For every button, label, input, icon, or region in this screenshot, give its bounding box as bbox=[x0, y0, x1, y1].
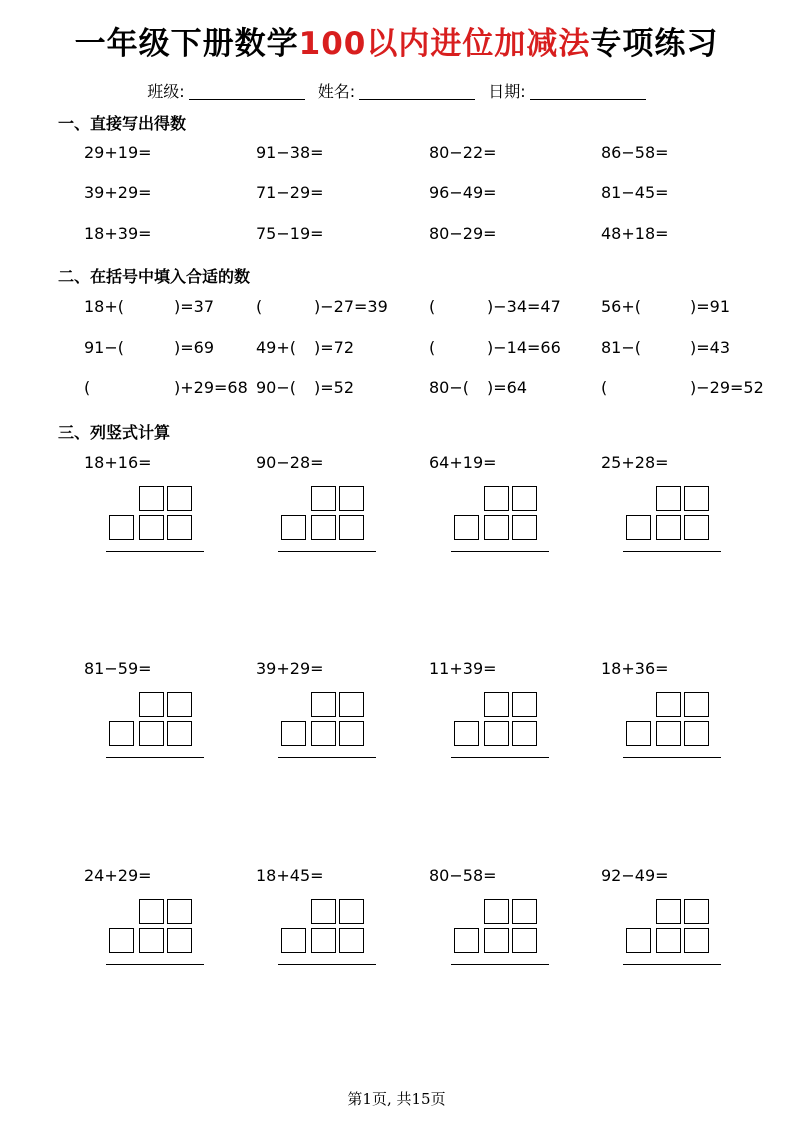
problem-expression: 18+39= bbox=[84, 224, 152, 243]
digit-box[interactable] bbox=[656, 721, 681, 746]
fill-in-problem bbox=[84, 337, 214, 359]
problem-part-before: 49+( bbox=[256, 338, 297, 357]
digit-box[interactable] bbox=[167, 928, 192, 953]
vertical-calc-expression: 18+36= bbox=[601, 659, 669, 678]
problem-part-after: )=37 bbox=[174, 297, 215, 316]
digit-box[interactable] bbox=[311, 515, 336, 540]
fill-in-problem bbox=[601, 377, 764, 399]
digit-box[interactable] bbox=[512, 692, 537, 717]
fill-in-problem bbox=[601, 337, 730, 359]
digit-box[interactable] bbox=[281, 928, 306, 953]
digit-box[interactable] bbox=[454, 515, 479, 540]
vertical-calc-expression: 11+39= bbox=[429, 659, 497, 678]
class-label: 班级: bbox=[147, 82, 185, 101]
digit-box[interactable] bbox=[281, 515, 306, 540]
problem-part-before: 56+( bbox=[601, 297, 642, 316]
fill-in-problem bbox=[429, 296, 561, 318]
problem-expression: 86−58= bbox=[601, 143, 669, 162]
digit-box[interactable] bbox=[512, 928, 537, 953]
digit-box[interactable] bbox=[512, 515, 537, 540]
problem-part-before: ( bbox=[429, 297, 436, 316]
problem-part-after: )=69 bbox=[174, 338, 215, 357]
digit-box[interactable] bbox=[339, 692, 364, 717]
digit-box[interactable] bbox=[311, 721, 336, 746]
digit-box[interactable] bbox=[684, 928, 709, 953]
problem-part-before: 18+( bbox=[84, 297, 125, 316]
problem-part-before: ( bbox=[84, 378, 91, 397]
date-blank[interactable] bbox=[530, 83, 646, 100]
problem-part-after: )−34=47 bbox=[487, 297, 561, 316]
digit-box[interactable] bbox=[684, 515, 709, 540]
vertical-calc-expression: 64+19= bbox=[429, 453, 497, 472]
answer-line bbox=[451, 551, 549, 552]
vertical-calc-expression: 81−59= bbox=[84, 659, 152, 678]
digit-box[interactable] bbox=[311, 899, 336, 924]
answer-line bbox=[278, 551, 376, 552]
problem-expression: 71−29= bbox=[256, 183, 324, 202]
digit-box[interactable] bbox=[339, 899, 364, 924]
problem-expression: 29+19= bbox=[84, 143, 152, 162]
digit-box[interactable] bbox=[484, 486, 509, 511]
problem-part-after: )−14=66 bbox=[487, 338, 561, 357]
digit-box[interactable] bbox=[139, 692, 164, 717]
problem-expression: 80−22= bbox=[429, 143, 497, 162]
answer-line bbox=[451, 964, 549, 965]
digit-box[interactable] bbox=[626, 928, 651, 953]
problem-part-after: )=91 bbox=[690, 297, 731, 316]
digit-box[interactable] bbox=[512, 486, 537, 511]
section1-heading: 一、直接写出得数 bbox=[58, 114, 187, 133]
digit-box[interactable] bbox=[454, 928, 479, 953]
vertical-calc-expression: 92−49= bbox=[601, 866, 669, 885]
answer-line bbox=[106, 551, 204, 552]
digit-box[interactable] bbox=[339, 721, 364, 746]
digit-box[interactable] bbox=[656, 928, 681, 953]
digit-box[interactable] bbox=[684, 486, 709, 511]
digit-box[interactable] bbox=[339, 486, 364, 511]
digit-box[interactable] bbox=[139, 515, 164, 540]
digit-box[interactable] bbox=[684, 899, 709, 924]
digit-box[interactable] bbox=[281, 721, 306, 746]
digit-box[interactable] bbox=[139, 721, 164, 746]
problem-part-before: ( bbox=[256, 297, 263, 316]
problem-part-after: )=43 bbox=[690, 338, 731, 357]
problem-expression: 91−38= bbox=[256, 143, 324, 162]
digit-box[interactable] bbox=[167, 721, 192, 746]
digit-box[interactable] bbox=[454, 721, 479, 746]
digit-box[interactable] bbox=[167, 692, 192, 717]
fill-in-problem bbox=[601, 296, 730, 318]
student-info-line bbox=[0, 80, 793, 104]
class-blank[interactable] bbox=[189, 83, 305, 100]
problem-expression: 75−19= bbox=[256, 224, 324, 243]
digit-box[interactable] bbox=[139, 928, 164, 953]
answer-line bbox=[278, 964, 376, 965]
problem-expression: 96−49= bbox=[429, 183, 497, 202]
name-label: 姓名: bbox=[317, 82, 356, 101]
page-footer: 第1页, 共15页 bbox=[347, 1090, 446, 1108]
problem-part-before: ( bbox=[429, 338, 436, 357]
problem-part-after: )−27=39 bbox=[314, 297, 388, 316]
fill-in-problem bbox=[429, 377, 527, 399]
title-prefix: 一年级下册数学 bbox=[74, 26, 299, 62]
problem-part-after: )=64 bbox=[487, 378, 528, 397]
digit-box[interactable] bbox=[167, 486, 192, 511]
digit-box[interactable] bbox=[139, 899, 164, 924]
page-title bbox=[0, 22, 793, 66]
problem-expression: 81−45= bbox=[601, 183, 669, 202]
digit-box[interactable] bbox=[339, 928, 364, 953]
vertical-calc-expression: 24+29= bbox=[84, 866, 152, 885]
digit-box[interactable] bbox=[484, 899, 509, 924]
vertical-calc-expression: 80−58= bbox=[429, 866, 497, 885]
problem-part-before: 80−( bbox=[429, 378, 470, 397]
answer-line bbox=[106, 757, 204, 758]
title-suffix: 专项练习 bbox=[590, 26, 719, 62]
fill-in-problem bbox=[256, 296, 388, 318]
digit-box[interactable] bbox=[684, 721, 709, 746]
digit-box[interactable] bbox=[311, 928, 336, 953]
digit-box[interactable] bbox=[484, 721, 509, 746]
title-highlight: 100以内进位加减法 bbox=[298, 26, 591, 62]
vertical-calc-expression: 25+28= bbox=[601, 453, 669, 472]
problem-part-before: 91−( bbox=[84, 338, 125, 357]
digit-box[interactable] bbox=[484, 515, 509, 540]
problem-part-after: )=72 bbox=[314, 338, 355, 357]
answer-line bbox=[623, 551, 721, 552]
fill-in-problem bbox=[256, 377, 354, 399]
name-blank[interactable] bbox=[359, 83, 475, 100]
date-label: 日期: bbox=[488, 82, 526, 101]
vertical-calc-expression: 39+29= bbox=[256, 659, 324, 678]
problem-part-after: )−29=52 bbox=[690, 378, 764, 397]
digit-box[interactable] bbox=[339, 515, 364, 540]
digit-box[interactable] bbox=[656, 486, 681, 511]
vertical-calc-expression: 90−28= bbox=[256, 453, 324, 472]
digit-box[interactable] bbox=[656, 515, 681, 540]
digit-box[interactable] bbox=[109, 928, 134, 953]
problem-expression: 80−29= bbox=[429, 224, 497, 243]
answer-line bbox=[623, 964, 721, 965]
problem-part-before: ( bbox=[601, 378, 608, 397]
answer-line bbox=[623, 757, 721, 758]
digit-box[interactable] bbox=[109, 515, 134, 540]
fill-in-problem bbox=[256, 337, 354, 359]
fill-in-problem bbox=[429, 337, 561, 359]
answer-line bbox=[106, 964, 204, 965]
digit-box[interactable] bbox=[311, 486, 336, 511]
fill-in-problem bbox=[84, 296, 214, 318]
answer-line bbox=[451, 757, 549, 758]
section3-heading: 三、列竖式计算 bbox=[58, 423, 171, 442]
problem-part-before: 81−( bbox=[601, 338, 642, 357]
digit-box[interactable] bbox=[656, 692, 681, 717]
problem-part-before: 90−( bbox=[256, 378, 297, 397]
answer-line bbox=[278, 757, 376, 758]
problem-part-after: )=52 bbox=[314, 378, 355, 397]
problem-expression: 39+29= bbox=[84, 183, 152, 202]
digit-box[interactable] bbox=[311, 692, 336, 717]
fill-in-problem bbox=[84, 377, 248, 399]
vertical-calc-expression: 18+45= bbox=[256, 866, 324, 885]
digit-box[interactable] bbox=[684, 692, 709, 717]
digit-box[interactable] bbox=[484, 692, 509, 717]
digit-box[interactable] bbox=[512, 899, 537, 924]
digit-box[interactable] bbox=[139, 486, 164, 511]
digit-box[interactable] bbox=[656, 899, 681, 924]
problem-part-after: )+29=68 bbox=[174, 378, 248, 397]
digit-box[interactable] bbox=[167, 515, 192, 540]
digit-box[interactable] bbox=[109, 721, 134, 746]
section2-heading: 二、在括号中填入合适的数 bbox=[58, 267, 251, 286]
problem-expression: 48+18= bbox=[601, 224, 669, 243]
digit-box[interactable] bbox=[626, 515, 651, 540]
digit-box[interactable] bbox=[484, 928, 509, 953]
digit-box[interactable] bbox=[626, 721, 651, 746]
digit-box[interactable] bbox=[512, 721, 537, 746]
digit-box[interactable] bbox=[167, 899, 192, 924]
vertical-calc-expression: 18+16= bbox=[84, 453, 152, 472]
